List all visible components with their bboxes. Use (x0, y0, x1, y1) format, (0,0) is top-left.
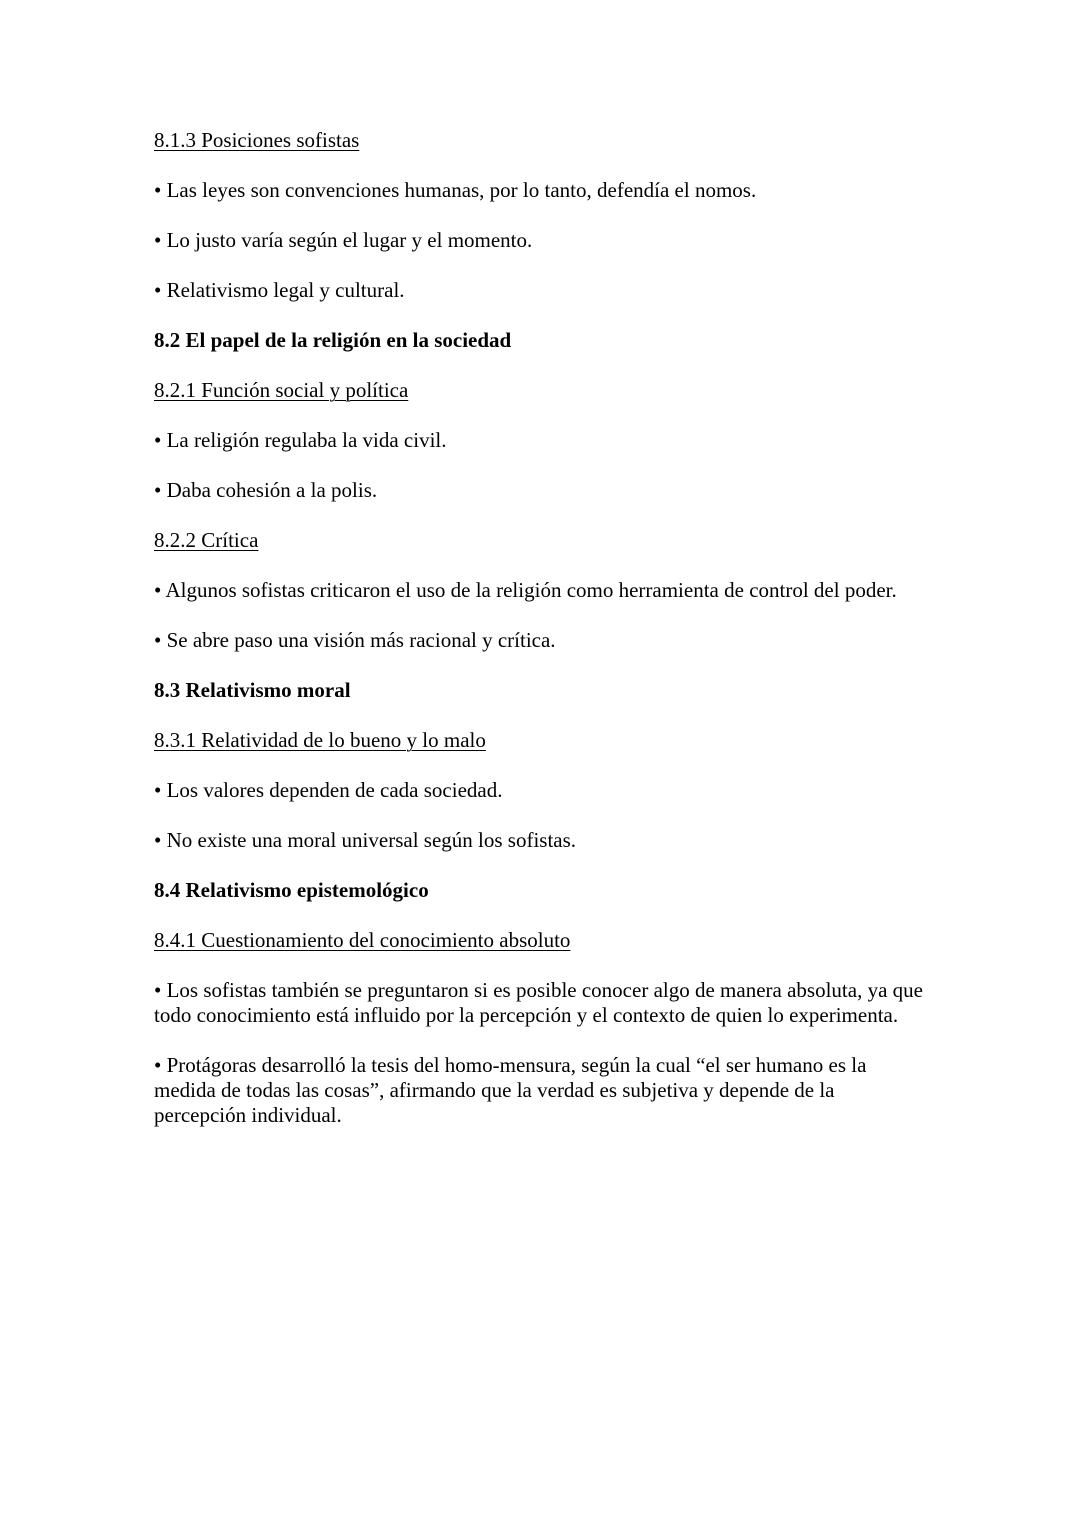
subheading-8-1-3: 8.1.3 Posiciones sofistas (154, 128, 360, 152)
subheading-8-3-1: 8.3.1 Relatividad de lo bueno y lo malo (154, 728, 486, 752)
subheading-8-2-2: 8.2.2 Crítica (154, 528, 259, 552)
subheading-8-2-1: 8.2.1 Función social y política (154, 378, 409, 402)
bullet-no-universal-moral: • No existe una moral universal según los sofistas. (154, 828, 577, 852)
bullet-religion-regulated: • La religión regulaba la vida civil. (154, 428, 447, 452)
bullet-values-depend: • Los valores dependen de cada sociedad. (154, 778, 503, 802)
document-page (154, 128, 924, 1128)
heading-8-4: 8.4 Relativismo epistemológico (154, 878, 429, 902)
bullet-absolute-knowledge: • Los sofistas también se preguntaron si es posible conocer algo de manera absoluta, ya que todo conocimiento está influido por la percepción y el contexto de quien lo experimenta. (154, 978, 923, 1027)
bullet-laws-conventions: • Las leyes son convenciones humanas, por lo tanto, defendía el nomos. (154, 178, 757, 202)
bullet-cohesion-polis: • Daba cohesión a la polis. (154, 478, 378, 502)
heading-8-3: 8.3 Relativismo moral (154, 678, 351, 702)
heading-8-2: 8.2 El papel de la religión en la sociedad (154, 328, 512, 352)
subheading-8-4-1: 8.4.1 Cuestionamiento del conocimiento absoluto (154, 928, 571, 952)
bullet-justice-varies: • Lo justo varía según el lugar y el momento. (154, 228, 533, 252)
bullet-rational-vision: • Se abre paso una visión más racional y crítica. (154, 628, 556, 652)
bullet-legal-relativism: • Relativismo legal y cultural. (154, 278, 405, 302)
bullet-sophists-criticized: • Algunos sofistas criticaron el uso de la religión como herramienta de control del poder. (154, 578, 897, 602)
bullet-homo-mensura: • Protágoras desarrolló la tesis del homo-mensura, según la cual “el ser humano es la medida de todas las cosas”, afirmando que la verdad es subjetiva y depende de la percepción individual. (154, 1053, 867, 1127)
